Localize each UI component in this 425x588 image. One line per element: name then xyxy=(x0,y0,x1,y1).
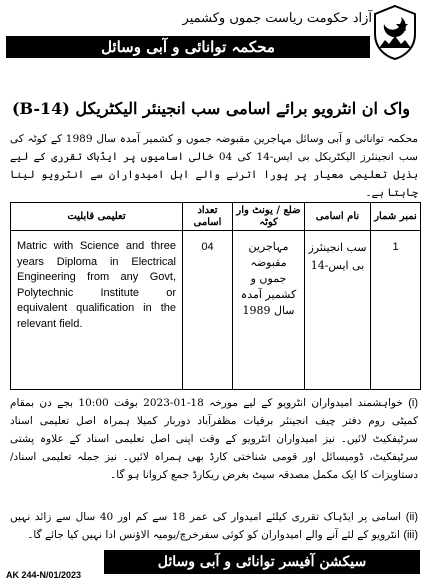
header-serial: نمبر شمار xyxy=(371,203,421,231)
instruction-item xyxy=(10,526,418,544)
header-qualification: تعلیمی قابلیت xyxy=(11,203,183,231)
header-count: تعداد اسامی xyxy=(183,203,233,231)
district-line: جموں و کشمیر آمدہ xyxy=(240,272,297,301)
table-header-row xyxy=(11,203,421,231)
intro-paragraph: محکمہ توانائی و آبی وسائل مہاجرین مقبوضہ جموں و کشمیر آمدہ سال 1989 کے کوٹہ کی سب انجینئرز الیکٹریکل بی ایس-14 کی 04 خالی اسامیوں پر ایڈہاک تقرری کے لیے بذیل تعلیمی معیار پر پورا اترنے والے اہل امیدواران سے انٹرویو لینا چاہتا ہے۔ xyxy=(10,133,418,198)
header-district: ضلع / یونٹ وار کوٹہ xyxy=(233,203,305,231)
signature-title: سیکشن آفیسر توانائی و آبی وسائل xyxy=(157,554,367,570)
table-row xyxy=(11,231,421,390)
district-line: سال 1989 xyxy=(242,304,295,317)
instruction-marker: (i) xyxy=(408,397,418,409)
cell-count: 04 xyxy=(183,231,233,390)
instruction-item xyxy=(10,508,418,526)
department-title: محکمہ توانائی و آبی وسائل xyxy=(101,38,275,56)
district-line: مہاجرین مقبوضہ xyxy=(248,240,289,269)
reference-number: AK 244-N/01/2023 xyxy=(6,570,82,580)
advertisement-title: واک ان انٹرویو برائے اسامی سب انجینئر الیکٹریکل (B-14) xyxy=(11,99,410,118)
post-name-line: سب انجینئرز xyxy=(308,241,367,254)
vacancy-table xyxy=(10,202,421,390)
cell-serial: 1 xyxy=(371,231,421,390)
instruction-marker: (ii) xyxy=(405,511,418,523)
instruction-item xyxy=(10,394,418,506)
cell-qualification: Matric with Science and three years Diploma in Electrical Engineering from any Govt, Polytechnic Institute or equivalent qualification in the relevant field. xyxy=(11,231,183,390)
instruction-text: خواہشمند امیدواران انٹرویو کے لیے مورخہ 18-01-2023 بوقت 10:00 بجے دن بمقام کمیٹی روم دفتر چیف انجینئر برقیات مظفرآباد دوربار کمیلا ہمراہ اصل تعلیمی اسناد سرٹیفکیٹ لائیں۔ نیز امیدواران انٹرویو کے وقت اپنی اصل تعلیمی اسناد کے علاوہ پشتی سرٹیفکیٹ، ڈومیسائل اور قومی شناختی کارڈ بھی ہمراہ لائیں۔ نیز جملہ تعلیمی اسناد/دستاویزات کا ایک مکمل مصدقہ سیٹ بغرض ریکارڈ جمع کروانا ہو گا۔ xyxy=(10,397,418,481)
government-title: آزاد حکومت ریاست جموں وکشمیر xyxy=(182,11,372,26)
cell-post-name xyxy=(305,231,371,390)
post-scale-line: بی ایس-14 xyxy=(310,259,365,272)
instruction-text: انٹرویو کے لئے آنے والے امیدواران کو کوئی سفرخرچ/یومیہ الاؤنس ادا نہیں کیا جائے گا۔ xyxy=(27,529,400,541)
instruction-text: اسامی پر ایڈہاک تقرری کیلئے امیدوار کی عمر 18 سے کم اور 40 سال سے زائد نہیں xyxy=(10,511,402,523)
header-name: نام اسامی xyxy=(305,203,371,231)
instruction-marker: (iii) xyxy=(403,529,418,541)
cell-district xyxy=(233,231,305,390)
header xyxy=(2,2,423,60)
government-emblem-icon xyxy=(371,4,419,60)
